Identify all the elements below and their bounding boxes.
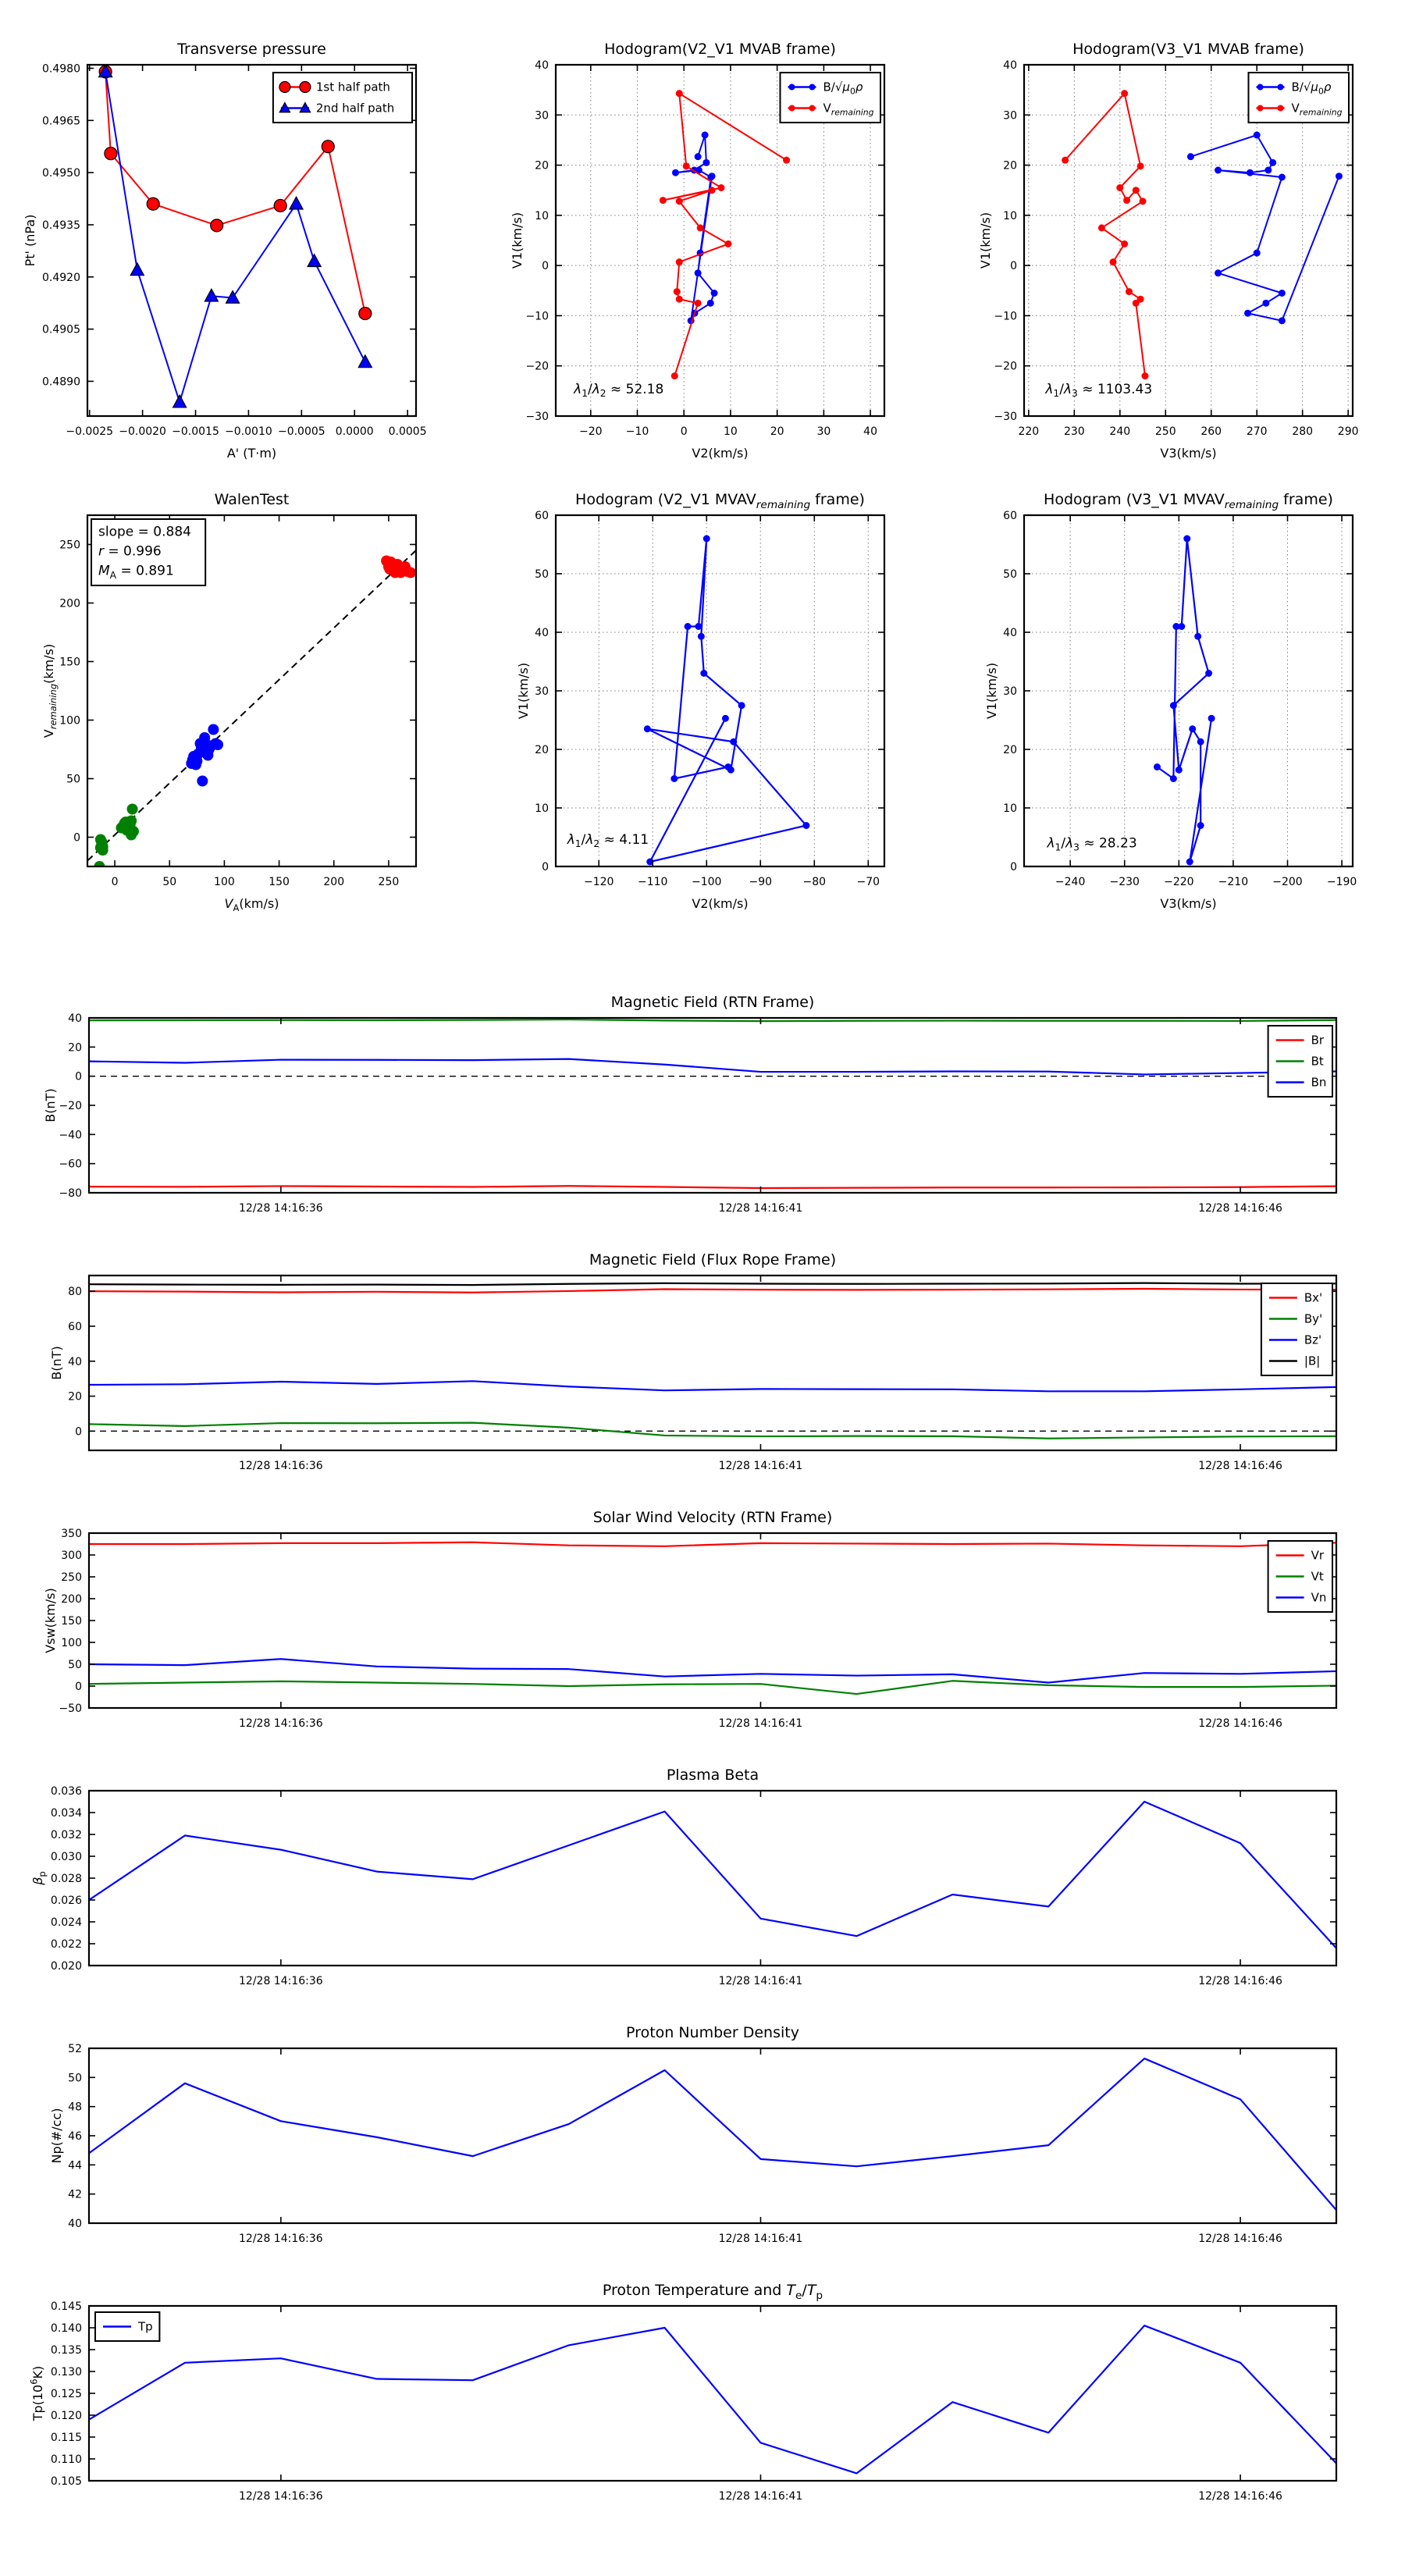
x-tick-label: −100 [692, 876, 722, 888]
y-tick-label: 0.105 [50, 2475, 82, 2488]
y-tick-label: 52 [68, 2043, 82, 2055]
series-cluster-green [94, 804, 139, 873]
y-tick-label: 200 [61, 1593, 82, 1606]
x-tick-label: 12/28 14:16:41 [718, 1717, 803, 1730]
tick-labels [68, 2043, 1282, 2245]
chart-transverse-pressure [13, 30, 471, 466]
plot-area [1062, 90, 1343, 379]
y-tick-label: 20 [1003, 744, 1017, 756]
y-tick-label: 20 [535, 159, 549, 173]
annotation: $\lambda_1/\lambda_2 \approx 4.11$ [567, 831, 649, 850]
y-tick-label: 0.115 [50, 2432, 82, 2444]
y-axis-label: B(nT) [43, 1088, 58, 1123]
x-axis-label: V2(km/s) [692, 896, 749, 911]
legend-label: $B/√\mu_0\rho$ [1291, 80, 1332, 97]
chart-plasma-beta [15, 1756, 1391, 2016]
y-tick-label: 0.4935 [42, 219, 80, 232]
y-axis-label: V1(km/s) [978, 212, 993, 269]
x-tick-label: 50 [162, 876, 177, 888]
series-Vt [89, 1681, 1336, 1694]
axes-frame [89, 1018, 1336, 1193]
y-tick-label: 30 [535, 685, 549, 698]
y-tick-label: −20 [994, 360, 1017, 373]
axis-ticks [89, 2306, 1336, 2481]
y-tick-label: 0.036 [50, 1785, 82, 1798]
chart-walen-test [13, 480, 471, 916]
stats-box [91, 519, 205, 585]
series-Np [89, 2058, 1336, 2210]
stats-line: $M_A = 0.891$ [98, 563, 174, 581]
panel-hodogram-v3v1-mvav [950, 480, 1405, 916]
panel-title: Proton Temperature and $T_e/T_p$ [602, 2282, 823, 2302]
y-tick-label: 0 [542, 260, 549, 273]
panel-title: Transverse pressure [177, 41, 326, 58]
x-tick-label: 12/28 14:16:36 [239, 1975, 323, 1987]
series-fit-line [87, 550, 416, 861]
y-tick-label: −40 [59, 1129, 82, 1142]
y-tick-label: 250 [61, 1571, 82, 1584]
series-Br [89, 1186, 1336, 1188]
series-cluster-red [381, 556, 416, 578]
x-tick-label: 12/28 14:16:41 [718, 2490, 803, 2503]
y-tick-label: 10 [535, 209, 549, 222]
y-tick-label: 40 [68, 2218, 82, 2230]
legend [1248, 73, 1349, 123]
chart-proton-temperature [15, 2271, 1391, 2531]
stats-line: slope = 0.884 [98, 524, 191, 540]
y-tick-label: 0.140 [50, 2322, 82, 2335]
y-tick-label: −20 [525, 360, 549, 373]
legend-label: |B| [1304, 1354, 1321, 1368]
legend [780, 73, 880, 123]
y-tick-label: 300 [61, 1550, 82, 1562]
y-tick-label: 40 [68, 1012, 82, 1025]
x-axis-label: $V_A(km/s)$ [224, 896, 279, 914]
legend-label: $V_{remaining}$ [823, 101, 874, 118]
legend [1268, 1026, 1332, 1097]
y-axis-label: Pt' (nPa) [23, 214, 37, 267]
legend-label: Vn [1311, 1590, 1327, 1605]
y-tick-label: 60 [535, 510, 549, 522]
x-tick-label: −0.0005 [277, 425, 325, 438]
x-tick-label: −200 [1272, 876, 1303, 888]
series-V-remaining [1062, 90, 1148, 379]
y-tick-label: 0.135 [50, 2344, 82, 2357]
x-tick-label: 0.0005 [388, 425, 427, 438]
annotation: $\lambda_1/\lambda_2 \approx 52.18$ [574, 381, 664, 400]
annotation: $\lambda_1/\lambda_3 \approx 1103.43$ [1045, 381, 1153, 400]
axis-ticks [89, 1276, 1336, 1450]
panel-magnetic-field-flux-rope [15, 1240, 1391, 1500]
panel-title: Magnetic Field (Flux Rope Frame) [589, 1251, 837, 1268]
x-tick-label: 270 [1246, 425, 1268, 438]
y-axis-label: $\beta_p$ [30, 1871, 48, 1885]
tick-labels [51, 1785, 1282, 1987]
panel-magnetic-field-rtn [15, 983, 1391, 1243]
plot-area [89, 1019, 1336, 1188]
y-tick-label: 0.034 [50, 1807, 82, 1820]
axes-frame [89, 1791, 1336, 1966]
legend-label: Bx' [1304, 1290, 1323, 1305]
series-Bn [89, 1059, 1336, 1075]
axis-ticks [89, 2048, 1336, 2223]
chart-magnetic-field-rtn [15, 983, 1391, 1243]
y-tick-label: −60 [59, 1158, 82, 1171]
y-tick-label: 0.024 [50, 1916, 82, 1929]
y-tick-label: 40 [1003, 59, 1017, 72]
y-tick-label: 0 [1010, 260, 1017, 273]
y-tick-label: 0.125 [50, 2388, 82, 2400]
x-tick-label: −210 [1218, 876, 1249, 888]
axis-ticks [89, 1018, 1336, 1193]
y-axis-label: V1(km/s) [510, 212, 525, 269]
panel-hodogram-v3v1-mvab [950, 30, 1405, 466]
panel-title: Solar Wind Velocity (RTN Frame) [592, 1509, 833, 1526]
y-tick-label: 250 [59, 539, 80, 552]
x-tick-label: −0.0015 [172, 425, 219, 438]
y-tick-label: 0.4905 [42, 323, 80, 336]
series-Vn [89, 1659, 1336, 1682]
x-tick-label: 12/28 14:16:41 [718, 1202, 803, 1215]
legend-label: Br [1311, 1033, 1325, 1048]
panel-title: Magnetic Field (RTN Frame) [610, 994, 815, 1011]
y-tick-label: 0 [1010, 861, 1017, 873]
y-tick-label: 0.030 [50, 1851, 82, 1863]
y-tick-label: 0 [75, 1070, 82, 1083]
y-tick-label: 200 [59, 597, 80, 610]
y-tick-label: 0.022 [50, 1938, 82, 1951]
x-tick-label: −0.0025 [66, 425, 114, 438]
chart-hodogram-v2v1-mvab [482, 30, 939, 466]
y-tick-label: −10 [994, 310, 1017, 323]
x-axis-label: A' (T·m) [226, 446, 277, 461]
y-tick-label: −50 [59, 1703, 82, 1715]
series-beta-p [89, 1802, 1336, 1948]
y-tick-label: 50 [68, 1659, 82, 1671]
series-V-remaining [660, 90, 790, 379]
tick-labels [59, 539, 399, 889]
panel-proton-number-density [15, 2013, 1391, 2273]
x-tick-label: 12/28 14:16:41 [718, 1975, 803, 1987]
x-tick-label: −10 [625, 425, 649, 438]
y-tick-label: 30 [1003, 109, 1017, 123]
y-tick-label: 0.130 [50, 2366, 82, 2379]
series-|B| [89, 1283, 1336, 1285]
panel-hodogram-v2v1-mvab [482, 30, 939, 466]
x-tick-label: −0.0020 [119, 425, 166, 438]
y-tick-label: 60 [68, 1320, 82, 1333]
x-tick-label: 12/28 14:16:46 [1198, 1460, 1282, 1472]
plot-area [89, 1542, 1336, 1694]
x-tick-label: −20 [579, 425, 603, 438]
y-tick-label: 20 [1003, 159, 1017, 173]
annotation: $\lambda_1/\lambda_3 \approx 28.23$ [1047, 835, 1137, 853]
y-tick-label: 44 [68, 2159, 82, 2172]
y-tick-label: 30 [1003, 685, 1017, 698]
y-tick-label: 40 [535, 59, 549, 72]
tick-labels [59, 1012, 1282, 1215]
y-tick-label: 0.4890 [42, 375, 80, 389]
legend-label: Vr [1311, 1548, 1325, 1563]
y-axis-label: $V_{remaining}(km/s)$ [41, 643, 59, 738]
y-tick-label: −30 [525, 411, 549, 423]
chart-hodogram-v3v1-mvab [950, 30, 1405, 466]
y-tick-label: 50 [1003, 568, 1017, 581]
y-tick-label: 50 [68, 2072, 82, 2085]
y-axis-label: V1(km/s) [984, 662, 999, 720]
panel-solar-wind-velocity [15, 1498, 1391, 1758]
y-tick-label: 40 [535, 627, 549, 639]
x-tick-label: 12/28 14:16:36 [239, 1202, 323, 1215]
x-axis-label: V3(km/s) [1160, 896, 1217, 911]
series-B-over-sqrt-mu0rho [1154, 535, 1215, 866]
x-tick-label: 280 [1292, 425, 1314, 438]
plot-area [1154, 535, 1215, 866]
y-tick-label: 20 [535, 744, 549, 756]
legend-label: Tp [138, 2319, 153, 2334]
y-tick-label: 80 [68, 1286, 82, 1299]
y-tick-label: 0.145 [50, 2300, 82, 2313]
y-tick-label: 0 [75, 1425, 82, 1439]
axes-frame [89, 1276, 1336, 1450]
series-Bt [89, 1019, 1336, 1021]
x-tick-label: 40 [863, 425, 877, 438]
y-tick-label: 0.026 [50, 1895, 82, 1907]
x-tick-label: −80 [802, 876, 827, 888]
x-tick-label: 240 [1109, 425, 1131, 438]
series-B-over-sqrt-mu0rho [1187, 132, 1343, 325]
plot-area [89, 2325, 1336, 2473]
legend-label: 1st half path [315, 80, 390, 94]
legend-label: Bt [1311, 1054, 1324, 1069]
grid [556, 515, 884, 866]
x-tick-label: 0 [680, 425, 688, 438]
tick-labels [68, 1286, 1282, 1472]
y-tick-label: −20 [59, 1100, 82, 1112]
x-tick-label: 30 [816, 425, 831, 438]
y-tick-label: 10 [535, 802, 549, 815]
x-tick-label: 290 [1337, 425, 1359, 438]
y-tick-label: 20 [68, 1390, 82, 1404]
panel-transverse-pressure [13, 30, 471, 466]
x-tick-label: 20 [770, 425, 784, 438]
y-tick-label: 0.032 [50, 1829, 82, 1841]
axis-ticks [89, 1791, 1336, 1966]
tick-labels [59, 1528, 1282, 1730]
plot-area [87, 550, 416, 872]
x-tick-label: 0 [111, 876, 119, 888]
y-axis-label: B(nT) [49, 1346, 64, 1380]
panel-hodogram-v2v1-mvav [482, 480, 939, 916]
y-tick-label: 150 [59, 656, 80, 669]
chart-hodogram-v3v1-mvav [950, 480, 1405, 916]
legend [1261, 1283, 1332, 1375]
x-tick-label: 12/28 14:16:36 [239, 2233, 323, 2245]
x-tick-label: 100 [214, 876, 235, 888]
chart-hodogram-v2v1-mvav [482, 480, 939, 916]
x-tick-label: 12/28 14:16:36 [239, 1460, 323, 1472]
x-tick-label: −0.0010 [225, 425, 272, 438]
legend-label: Bn [1311, 1075, 1327, 1090]
y-tick-label: 0.4920 [42, 271, 80, 284]
y-tick-label: 0 [73, 831, 80, 845]
x-tick-label: −90 [749, 876, 773, 888]
x-tick-label: −110 [638, 876, 668, 888]
panel-plasma-beta [15, 1756, 1391, 2016]
x-tick-label: 230 [1063, 425, 1085, 438]
series-Bz' [89, 1381, 1336, 1391]
series-Vr [89, 1542, 1336, 1546]
y-tick-label: 10 [1003, 209, 1017, 222]
legend-label: By' [1304, 1311, 1323, 1326]
x-tick-label: 220 [1018, 425, 1040, 438]
panel-title: WalenTest [214, 491, 290, 508]
y-tick-label: 10 [1003, 802, 1017, 815]
plot-area [89, 1283, 1336, 1439]
y-tick-label: 0.028 [50, 1873, 82, 1885]
x-tick-label: 250 [1154, 425, 1176, 438]
x-tick-label: 12/28 14:16:36 [239, 2490, 323, 2503]
x-tick-label: 150 [269, 876, 290, 888]
panel-proton-temperature [15, 2271, 1391, 2531]
y-axis-label: $Tp(10^6K)$ [28, 2365, 45, 2421]
x-tick-label: 200 [323, 876, 345, 888]
x-tick-label: −240 [1055, 876, 1086, 888]
panel-title: Plasma Beta [666, 1767, 759, 1784]
y-tick-label: 48 [68, 2101, 82, 2114]
y-tick-label: 40 [68, 1355, 82, 1368]
x-tick-label: 12/28 14:16:46 [1198, 1202, 1282, 1215]
x-axis-label: V2(km/s) [692, 446, 749, 461]
stats-line: r = 0.996 [98, 543, 162, 560]
y-tick-label: 0.020 [50, 1960, 82, 1973]
y-tick-label: 46 [68, 2130, 82, 2143]
x-tick-label: −120 [583, 876, 614, 888]
panel-title: Hodogram(V2_V1 MVAB frame) [604, 41, 836, 58]
plot-area [660, 90, 790, 379]
y-tick-label: 30 [535, 109, 549, 123]
chart-solar-wind-velocity-rtn [15, 1498, 1391, 1758]
y-tick-label: 0.4950 [42, 167, 80, 180]
y-tick-label: 0.120 [50, 2410, 82, 2422]
x-tick-label: 12/28 14:16:41 [718, 1460, 803, 1472]
legend-label: Bz' [1304, 1332, 1322, 1347]
panel-title: Hodogram(V3_V1 MVAB frame) [1072, 41, 1304, 58]
x-tick-label: 12/28 14:16:41 [718, 2233, 803, 2245]
x-tick-label: 12/28 14:16:46 [1198, 1717, 1282, 1730]
legend-label: $B/√\mu_0\rho$ [823, 80, 863, 97]
axes-frame [89, 2048, 1336, 2223]
y-tick-label: 100 [61, 1637, 82, 1649]
y-axis-label: Np(#/cc) [49, 2108, 64, 2164]
y-tick-label: 0 [75, 1681, 82, 1693]
series-Tp [89, 2325, 1336, 2473]
x-tick-label: 12/28 14:16:46 [1198, 2233, 1282, 2245]
x-tick-label: 12/28 14:16:46 [1198, 1975, 1282, 1987]
plot-area [644, 535, 810, 866]
x-tick-label: 12/28 14:16:36 [239, 1717, 323, 1730]
panel-title: Proton Number Density [626, 2024, 799, 2041]
x-tick-label: −190 [1326, 876, 1357, 888]
y-tick-label: −30 [994, 411, 1017, 423]
axes-frame [89, 2306, 1336, 2481]
y-tick-label: 0.4980 [42, 62, 80, 76]
y-tick-label: 100 [59, 714, 80, 728]
y-tick-label: −10 [525, 310, 549, 323]
x-tick-label: 0.0000 [335, 425, 374, 438]
y-tick-label: 42 [68, 2188, 82, 2201]
legend [1268, 1541, 1332, 1612]
x-tick-label: −220 [1164, 876, 1194, 888]
y-tick-label: 50 [535, 568, 549, 581]
y-tick-label: 0.4965 [42, 115, 80, 128]
y-tick-label: 0.110 [50, 2453, 82, 2466]
panel-walen-test [13, 480, 471, 916]
legend [273, 73, 412, 123]
series-cluster-blue [186, 724, 223, 787]
y-axis-label: Vsw(km/s) [43, 1588, 58, 1653]
y-tick-label: −80 [59, 1187, 82, 1200]
x-axis-label: V3(km/s) [1160, 446, 1217, 461]
y-tick-label: 0 [542, 861, 549, 873]
y-axis-label: V1(km/s) [516, 662, 531, 720]
y-tick-label: 20 [68, 1041, 82, 1055]
x-tick-label: −230 [1109, 876, 1140, 888]
series-Bx' [89, 1289, 1336, 1293]
chart-magnetic-field-flux-rope [15, 1240, 1391, 1500]
plot-area [89, 1802, 1336, 1948]
plot-area [89, 2058, 1336, 2210]
x-tick-label: 10 [724, 425, 738, 438]
y-tick-label: 50 [66, 773, 80, 786]
x-tick-label: 250 [378, 876, 400, 888]
chart-proton-number-density [15, 2013, 1391, 2273]
legend-label: Vt [1311, 1569, 1324, 1584]
panel-title: Hodogram (V2_V1 $MVAV_{remaining}$ frame) [575, 491, 865, 511]
y-tick-label: 350 [61, 1528, 82, 1540]
series-B-over-sqrt-mu0rho [644, 535, 810, 866]
y-tick-label: 40 [1003, 627, 1017, 639]
legend-label: $V_{remaining}$ [1291, 101, 1343, 118]
panel-title: Hodogram (V3_V1 $MVAV_{remaining}$ frame) [1044, 491, 1333, 511]
x-tick-label: −70 [856, 876, 880, 888]
y-tick-label: 60 [1003, 510, 1017, 522]
x-tick-label: 12/28 14:16:46 [1198, 2490, 1282, 2503]
legend [95, 2312, 159, 2341]
legend-label: 2nd half path [315, 101, 395, 116]
x-tick-label: 260 [1200, 425, 1222, 438]
y-tick-label: 150 [61, 1615, 82, 1628]
